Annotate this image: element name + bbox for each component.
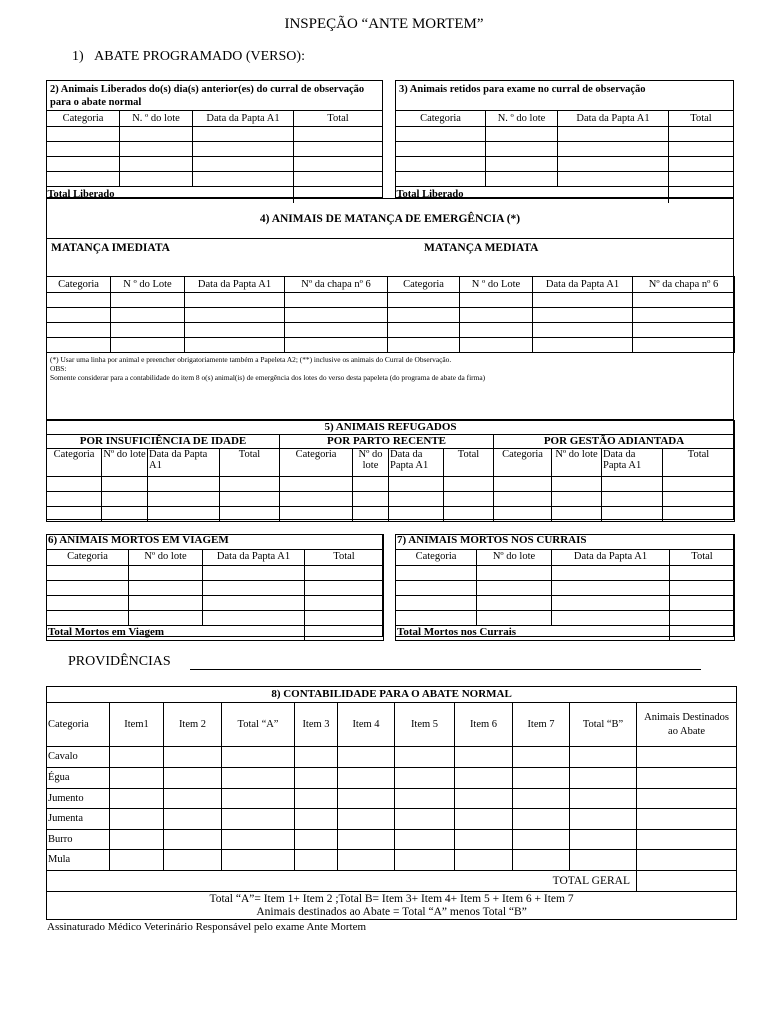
group-parto: POR PARTO RECENTE (280, 435, 494, 449)
group-gestao: POR GESTÃO ADIANTADA (494, 435, 735, 449)
table-cell[interactable] (222, 789, 295, 809)
table-cell[interactable] (148, 507, 220, 522)
table-cell[interactable] (280, 492, 353, 507)
col-categoria: Categoria (388, 277, 460, 293)
col-lote: Nº do lote (129, 549, 203, 565)
table-cell[interactable] (494, 507, 552, 522)
section-7-table (395, 534, 735, 641)
col-categoria: Categoria (47, 703, 110, 747)
table-cell[interactable] (164, 809, 222, 830)
table-cell[interactable] (47, 142, 120, 157)
col-data: Data da Papta A1 (558, 111, 669, 127)
table-cell[interactable] (455, 830, 513, 850)
table-cell[interactable] (552, 610, 670, 625)
table-cell[interactable] (670, 565, 735, 580)
table-cell[interactable] (220, 492, 280, 507)
total-liberado-label: Total Liberado (47, 187, 294, 203)
table-cell[interactable] (164, 789, 222, 809)
col-total: Total (444, 449, 494, 477)
providencias-line[interactable] (190, 669, 701, 670)
section-7-box (395, 534, 734, 637)
col-total: Total (670, 549, 735, 565)
group-idade: POR INSUFICIÊNCIA DE IDADE (47, 435, 280, 449)
table-cell[interactable] (47, 323, 111, 338)
table-cell[interactable] (129, 565, 203, 580)
table-cell[interactable] (295, 830, 338, 850)
table-cell[interactable] (203, 565, 305, 580)
table-cell[interactable] (637, 747, 737, 768)
table-cell[interactable] (477, 565, 552, 580)
table-cell[interactable] (513, 830, 570, 850)
footnote: (*) Usar uma linha por animal e preencher obrigatoriamente também a Papeleta A2; (**) inclusive os animais do Curral de Observação. (50, 355, 452, 364)
table-cell[interactable] (47, 157, 120, 172)
total-liberado-label: Total Liberado (396, 187, 669, 203)
section-2-table (46, 110, 383, 203)
table-cell[interactable] (533, 323, 633, 338)
table-cell[interactable] (338, 850, 395, 871)
table-cell[interactable] (110, 809, 164, 830)
table-cell[interactable] (637, 850, 737, 871)
table-cell[interactable] (185, 293, 285, 308)
table-cell[interactable] (295, 789, 338, 809)
table-cell[interactable] (222, 768, 295, 789)
table-cell[interactable] (494, 477, 552, 492)
row-label-mula: Mula (47, 850, 110, 871)
section-5-table (46, 420, 735, 522)
section-5-title: 5) ANIMAIS REFUGADOS (47, 421, 735, 435)
col-categoria: Categoria (280, 449, 353, 477)
section-4-table (46, 276, 735, 353)
table-cell[interactable] (513, 747, 570, 768)
table-cell[interactable] (203, 610, 305, 625)
table-cell[interactable] (47, 492, 102, 507)
row-label-jumento: Jumento (47, 789, 110, 809)
table-cell[interactable] (444, 507, 494, 522)
table-cell[interactable] (164, 768, 222, 789)
table-cell[interactable] (670, 580, 735, 595)
col-total: Total (220, 449, 280, 477)
col-lote: Nº do lote (102, 449, 148, 477)
table-cell[interactable] (552, 580, 670, 595)
table-cell[interactable] (47, 580, 129, 595)
col-categoria: Categoria (494, 449, 552, 477)
table-cell[interactable] (455, 809, 513, 830)
section-7-title: 7) ANIMAIS MORTOS NOS CURRAIS (396, 534, 735, 549)
col-item4: Item 4 (338, 703, 395, 747)
table-cell[interactable] (455, 789, 513, 809)
col-total: Total (294, 111, 383, 127)
table-cell[interactable] (513, 850, 570, 871)
table-cell[interactable] (285, 293, 388, 308)
matanca-imediata-label: MATANÇA IMEDIATA (51, 242, 170, 254)
table-cell[interactable] (570, 809, 637, 830)
table-cell[interactable] (570, 850, 637, 871)
total-mortos-currais-label: Total Mortos nos Currais (396, 625, 670, 640)
table-cell[interactable] (395, 789, 455, 809)
table-cell[interactable] (395, 747, 455, 768)
table-cell[interactable] (637, 830, 737, 850)
col-lote: Nº do lote (552, 449, 602, 477)
table-cell[interactable] (164, 830, 222, 850)
table-cell[interactable] (294, 172, 383, 187)
table-cell[interactable] (305, 595, 384, 610)
col-data: Data da Papta A1 (602, 449, 663, 477)
table-cell[interactable] (486, 157, 558, 172)
page-title: INSPEÇÃO “ANTE MORTEM” (284, 16, 484, 32)
table-cell[interactable] (47, 477, 102, 492)
table-cell[interactable] (570, 789, 637, 809)
table-cell[interactable] (389, 507, 444, 522)
table-cell[interactable] (533, 308, 633, 323)
table-cell[interactable] (111, 338, 185, 353)
table-cell[interactable] (47, 595, 129, 610)
section-2-title: 2) Animais Liberados do(s) dia(s) anterior(es) do curral de observação para o abate normal (50, 84, 365, 108)
table-cell[interactable] (396, 565, 477, 580)
total-mortos-currais-value[interactable] (670, 625, 735, 640)
table-cell[interactable] (120, 157, 193, 172)
table-cell[interactable] (295, 747, 338, 768)
table-cell[interactable] (513, 789, 570, 809)
table-cell[interactable] (47, 308, 111, 323)
table-cell[interactable] (558, 127, 669, 142)
table-cell[interactable] (305, 610, 384, 625)
table-cell[interactable] (455, 850, 513, 871)
table-cell[interactable] (338, 789, 395, 809)
section-6-table (46, 534, 384, 641)
col-data: Data da Papta A1 (148, 449, 220, 477)
table-cell[interactable] (455, 768, 513, 789)
table-cell[interactable] (552, 595, 670, 610)
providencias-label: PROVIDÊNCIAS (68, 654, 171, 669)
table-cell[interactable] (570, 747, 637, 768)
total-mortos-viagem-value[interactable] (305, 625, 384, 640)
col-total: Total (305, 549, 384, 565)
table-cell[interactable] (164, 850, 222, 871)
table-cell[interactable] (294, 157, 383, 172)
table-cell[interactable] (396, 580, 477, 595)
total-geral-label: TOTAL GERAL (47, 871, 637, 892)
signature-line: Assinaturado Médico Veterinário Responsável pelo exame Ante Mortem (47, 921, 367, 933)
table-cell[interactable] (558, 157, 669, 172)
table-cell[interactable] (120, 142, 193, 157)
table-cell[interactable] (388, 308, 460, 323)
table-cell[interactable] (295, 809, 338, 830)
table-cell[interactable] (602, 507, 663, 522)
table-cell[interactable] (47, 293, 111, 308)
table-cell[interactable] (280, 507, 353, 522)
col-lote: N º do Lote (460, 277, 533, 293)
table-cell[interactable] (633, 323, 735, 338)
col-chapa: Nº da chapa nº 6 (285, 277, 388, 293)
table-cell[interactable] (110, 850, 164, 871)
table-cell[interactable] (193, 157, 294, 172)
table-cell[interactable] (460, 323, 533, 338)
row-label-burro: Burro (47, 830, 110, 850)
section-6-box (46, 534, 383, 637)
table-cell[interactable] (110, 768, 164, 789)
table-cell[interactable] (513, 768, 570, 789)
formula-totals: Total “A”= Item 1+ Item 2 ;Total B= Item 3+ Item 4+ Item 5 + Item 6 + Item 7 (209, 892, 574, 905)
table-cell[interactable] (295, 768, 338, 789)
table-cell[interactable] (455, 747, 513, 768)
col-item7: Item 7 (513, 703, 570, 747)
table-cell[interactable] (486, 142, 558, 157)
table-cell[interactable] (193, 142, 294, 157)
table-cell[interactable] (460, 293, 533, 308)
table-cell[interactable] (633, 308, 735, 323)
table-cell[interactable] (102, 477, 148, 492)
col-lote: Nº do lote (353, 449, 389, 477)
table-cell[interactable] (486, 127, 558, 142)
col-data: Data da Papta A1 (552, 549, 670, 565)
table-cell[interactable] (203, 580, 305, 595)
table-cell[interactable] (185, 308, 285, 323)
table-cell[interactable] (477, 580, 552, 595)
table-cell[interactable] (388, 293, 460, 308)
table-cell[interactable] (633, 293, 735, 308)
table-cell[interactable] (396, 595, 477, 610)
section-8-title: 8) CONTABILIDADE PARA O ABATE NORMAL (47, 687, 737, 703)
table-cell[interactable] (570, 768, 637, 789)
table-cell[interactable] (477, 595, 552, 610)
table-cell[interactable] (444, 477, 494, 492)
table-cell[interactable] (338, 809, 395, 830)
table-cell[interactable] (47, 507, 102, 522)
row-label-jumenta: Jumenta (47, 809, 110, 830)
section-4-title: 4) ANIMAIS DE MATANÇA DE EMERGÊNCIA (*) (259, 213, 521, 225)
col-categoria: Categoria (396, 549, 477, 565)
table-cell[interactable] (111, 323, 185, 338)
table-cell[interactable] (47, 172, 120, 187)
table-cell[interactable] (602, 492, 663, 507)
table-cell[interactable] (558, 172, 669, 187)
col-categoria: Categoria (47, 277, 111, 293)
table-cell[interactable] (193, 172, 294, 187)
table-cell[interactable] (602, 477, 663, 492)
table-cell[interactable] (637, 809, 737, 830)
table-cell[interactable] (285, 338, 388, 353)
section-3-title: 3) Animais retidos para exame no curral de observação (399, 84, 646, 95)
table-cell[interactable] (670, 610, 735, 625)
table-cell[interactable] (663, 507, 735, 522)
table-cell[interactable] (669, 127, 734, 142)
col-categoria: Categoria (47, 449, 102, 477)
table-cell[interactable] (129, 610, 203, 625)
section-3-table (395, 110, 734, 203)
col-item3: Item 3 (295, 703, 338, 747)
col-data: Data da Papta A1 (203, 549, 305, 565)
col-lote: N. º do lote (486, 111, 558, 127)
table-cell[interactable] (129, 595, 203, 610)
table-cell[interactable] (633, 338, 735, 353)
table-cell[interactable] (389, 477, 444, 492)
section-4-box (46, 198, 734, 420)
table-cell[interactable] (444, 492, 494, 507)
col-total-a: Total “A” (222, 703, 295, 747)
table-cell[interactable] (395, 768, 455, 789)
col-lote: Nº do lote (477, 549, 552, 565)
table-cell[interactable] (353, 492, 389, 507)
table-cell[interactable] (552, 477, 602, 492)
table-cell[interactable] (513, 809, 570, 830)
table-cell[interactable] (552, 565, 670, 580)
table-cell[interactable] (477, 610, 552, 625)
table-cell[interactable] (669, 142, 734, 157)
table-cell[interactable] (222, 747, 295, 768)
table-cell[interactable] (203, 595, 305, 610)
table-cell[interactable] (669, 157, 734, 172)
table-cell[interactable] (670, 595, 735, 610)
table-cell[interactable] (294, 127, 383, 142)
table-cell[interactable] (533, 338, 633, 353)
row-label-cavalo: Cavalo (47, 747, 110, 768)
table-cell[interactable] (185, 338, 285, 353)
col-total: Total (663, 449, 735, 477)
col-chapa: Nº da chapa nº 6 (633, 277, 735, 293)
table-cell[interactable] (663, 477, 735, 492)
table-cell[interactable] (280, 477, 353, 492)
col-lote: N º do Lote (111, 277, 185, 293)
table-cell[interactable] (285, 308, 388, 323)
table-cell[interactable] (396, 157, 486, 172)
table-cell[interactable] (486, 172, 558, 187)
table-cell[interactable] (396, 172, 486, 187)
total-geral-value[interactable] (637, 871, 737, 892)
table-cell[interactable] (552, 507, 602, 522)
table-cell[interactable] (396, 610, 477, 625)
col-data: Data da Papta A1 (389, 449, 444, 477)
table-cell[interactable] (111, 308, 185, 323)
table-cell[interactable] (148, 477, 220, 492)
table-cell[interactable] (395, 850, 455, 871)
table-cell[interactable] (47, 610, 129, 625)
col-item2: Item 2 (164, 703, 222, 747)
col-data: Data da Papta A1 (185, 277, 285, 293)
table-cell[interactable] (460, 338, 533, 353)
table-cell[interactable] (353, 507, 389, 522)
table-cell[interactable] (338, 747, 395, 768)
col-data: Data da Papta A1 (533, 277, 633, 293)
section-2-box (46, 80, 383, 201)
col-destinados: Animais Destinados ao Abate (637, 703, 737, 747)
table-cell[interactable] (185, 323, 285, 338)
table-cell[interactable] (111, 293, 185, 308)
section-8-table (46, 686, 737, 920)
table-cell[interactable] (669, 172, 734, 187)
section-6-title: 6) ANIMAIS MORTOS EM VIAGEM (47, 534, 384, 549)
table-cell[interactable] (637, 789, 737, 809)
table-cell[interactable] (47, 338, 111, 353)
col-data: Data da Papta A1 (193, 111, 294, 127)
table-cell[interactable] (285, 323, 388, 338)
col-total-b: Total “B” (570, 703, 637, 747)
section-5-box (46, 420, 734, 520)
table-cell[interactable] (110, 830, 164, 850)
row-label-egua: Égua (47, 768, 110, 789)
table-cell[interactable] (570, 830, 637, 850)
table-cell[interactable] (637, 768, 737, 789)
table-cell[interactable] (102, 492, 148, 507)
table-cell[interactable] (47, 565, 129, 580)
obs-note: Somente considerar para a contabilidade do item 8 o(s) animal(is) de emergência dos lotes do verso desta papeleta (do programa de abate da firma) (50, 373, 486, 382)
col-item5: Item 5 (395, 703, 455, 747)
total-mortos-viagem-label: Total Mortos em Viagem (47, 625, 305, 640)
table-cell[interactable] (338, 830, 395, 850)
table-cell[interactable] (395, 830, 455, 850)
table-cell[interactable] (294, 142, 383, 157)
table-cell[interactable] (396, 127, 486, 142)
table-cell[interactable] (120, 172, 193, 187)
table-cell[interactable] (129, 580, 203, 595)
table-cell[interactable] (395, 809, 455, 830)
table-cell[interactable] (110, 747, 164, 768)
col-item1: Item1 (110, 703, 164, 747)
matanca-mediata-label: MATANÇA MEDIATA (424, 242, 539, 254)
section-3-box (395, 80, 734, 201)
table-cell[interactable] (148, 492, 220, 507)
table-cell[interactable] (663, 492, 735, 507)
col-categoria: Categoria (47, 549, 129, 565)
obs-label: OBS: (50, 364, 67, 373)
table-cell[interactable] (193, 127, 294, 142)
table-cell[interactable] (120, 127, 193, 142)
table-cell[interactable] (494, 492, 552, 507)
table-cell[interactable] (552, 492, 602, 507)
col-item6: Item 6 (455, 703, 513, 747)
table-cell[interactable] (533, 293, 633, 308)
table-cell[interactable] (295, 850, 338, 871)
table-cell[interactable] (47, 127, 120, 142)
table-cell[interactable] (110, 789, 164, 809)
formula-note (47, 892, 737, 920)
table-cell[interactable] (222, 850, 295, 871)
table-cell[interactable] (388, 323, 460, 338)
col-total: Total (669, 111, 734, 127)
col-categoria: Categoria (396, 111, 486, 127)
table-cell[interactable] (220, 507, 280, 522)
table-cell[interactable] (353, 477, 389, 492)
col-lote: N. º do lote (120, 111, 193, 127)
table-cell[interactable] (222, 809, 295, 830)
table-cell[interactable] (164, 747, 222, 768)
table-cell[interactable] (305, 565, 384, 580)
table-cell[interactable] (305, 580, 384, 595)
table-cell[interactable] (388, 338, 460, 353)
table-cell[interactable] (220, 477, 280, 492)
formula-destinados: Animais destinados ao Abate = Total “A” menos Total “B” (256, 905, 527, 918)
table-cell[interactable] (102, 507, 148, 522)
table-cell[interactable] (389, 492, 444, 507)
table-cell[interactable] (338, 768, 395, 789)
table-cell[interactable] (558, 142, 669, 157)
section-1-heading: 1) ABATE PROGRAMADO (VERSO): (72, 49, 305, 64)
table-cell[interactable] (396, 142, 486, 157)
table-cell[interactable] (460, 308, 533, 323)
table-cell[interactable] (222, 830, 295, 850)
col-categoria: Categoria (47, 111, 120, 127)
